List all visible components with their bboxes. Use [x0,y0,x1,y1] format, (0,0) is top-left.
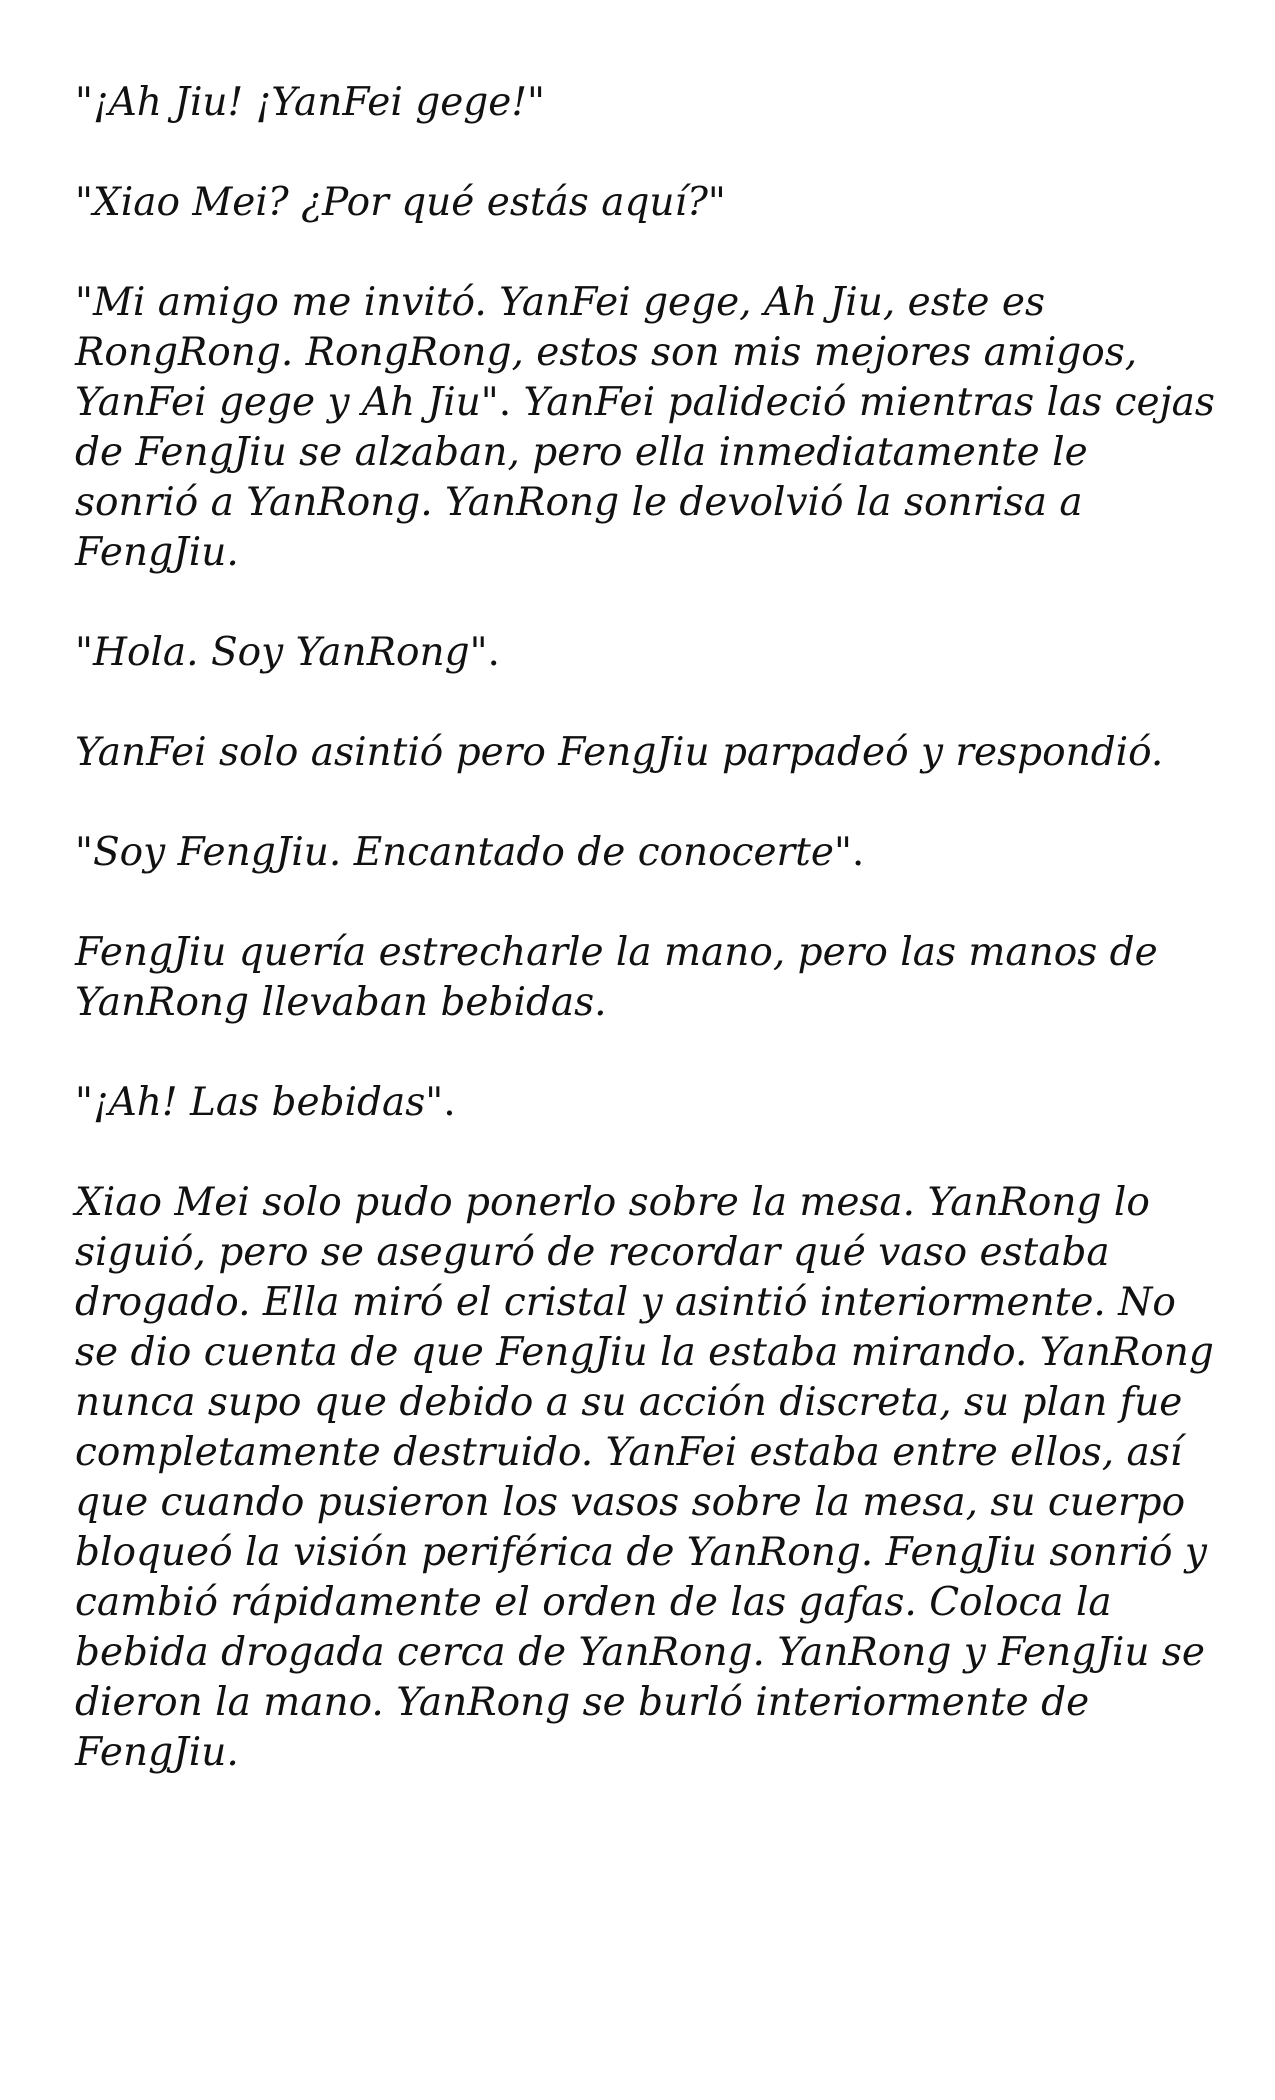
paragraph-text: ¡Ah! Las bebidas [92,1080,426,1125]
paragraph-2 [75,178,1215,228]
quote-close: " [527,80,545,125]
quote-close: ". [425,1080,456,1125]
paragraph-text: YanFei solo asintió pero FengJiu parpadeó y respondió. [75,730,1164,775]
paragraph-8 [75,1078,1215,1128]
paragraph-text: FengJiu quería estrecharle la mano, pero las manos de YanRong llevaban bebidas. [75,930,1158,1025]
paragraph-3 [75,278,1215,578]
quote-open: " [75,1080,93,1125]
quote-close: ". [833,830,865,875]
quote-close: " [707,180,726,225]
quote-open: " [75,830,93,875]
quote-open: " [75,280,93,325]
paragraph-text: Hola. Soy YanRong [92,630,470,675]
paragraph-1 [75,78,1215,128]
paragraph-narration: YanFei palideció mientras las cejas de FengJiu se alzaban, pero ella inmediatamente le sonrió a YanRong. YanRong le devolvió la sonrisa a FengJiu. [75,380,1215,575]
paragraph-4 [75,628,1215,678]
paragraph-text: ¡Ah Jiu! ¡YanFei gege! [92,80,527,125]
paragraph-text: Soy FengJiu. Encantado de conocerte [92,830,834,875]
quote-open: " [75,630,93,675]
paragraph-6 [75,828,1215,878]
paragraph-text: Xiao Mei solo pudo ponerlo sobre la mesa. YanRong lo siguió, pero se aseguró de recordar qué vaso estaba drogado. Ella miró el cristal y asintió interiormente. No se dio cuenta de que FengJiu la estaba mirando. YanRong nunca supo que debido a su acción discreta, su plan fue completamente destruido. YanFei estaba entre ellos, así que cuando pusieron los vasos sobre la mesa, su cuerpo bloqueó la visión periférica de YanRong. FengJiu sonrió y cambió rápidamente el orden de las gafas. Coloca la bebida drogada cerca de YanRong. YanRong y FengJiu se dieron la mano. YanRong se burló interiormente de FengJiu. [75,1180,1214,1775]
quote-close: ". [480,380,524,425]
paragraph-text: Mi amigo me invitó. YanFei gege, Ah Jiu, este es RongRong. RongRong, estos son mis mejores amigos, YanFei gege y Ah Jiu [75,280,1138,425]
paragraph-text: Xiao Mei? ¿Por qué estás aquí? [92,180,708,225]
paragraph-5 [75,728,1215,778]
quote-close: ". [469,630,500,675]
paragraph-7 [75,928,1215,1028]
paragraph-9 [75,1178,1215,1778]
quote-open: " [75,180,93,225]
quote-open: " [75,80,93,125]
